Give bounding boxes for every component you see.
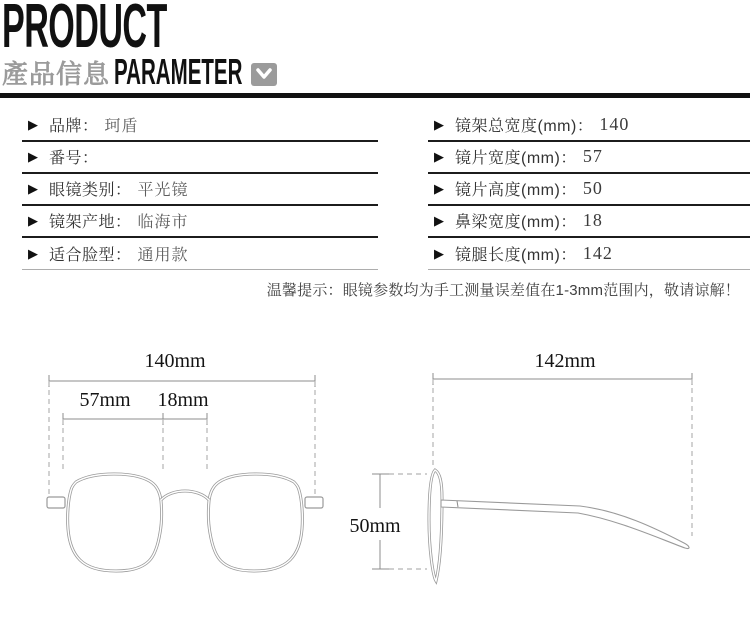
subtitle-chinese: 產品信息	[2, 58, 111, 89]
triangle-bullet-icon: ▶	[28, 213, 38, 229]
triangle-bullet-icon: ▶	[434, 181, 444, 197]
chevron-down-icon	[251, 63, 277, 86]
param-row-lens-width	[428, 142, 750, 174]
param-label: 品牌：	[49, 118, 99, 136]
param-value: 临海市	[137, 214, 189, 232]
param-value: 18	[582, 210, 603, 231]
page-title: PRODUCT	[2, 0, 167, 61]
triangle-bullet-icon: ▶	[434, 117, 444, 133]
bridge-width-label: 18mm	[157, 388, 209, 411]
subtitle-english: PARAMETER	[114, 51, 243, 93]
triangle-bullet-icon: ▶	[28, 149, 38, 165]
param-value: 通用款	[137, 246, 189, 264]
page-header	[0, 0, 750, 93]
total-width-label: 140mm	[144, 349, 206, 372]
param-row-frame-origin	[22, 206, 378, 238]
header-divider	[0, 93, 750, 98]
triangle-bullet-icon: ▶	[28, 245, 38, 261]
lens-height-label: 50mm	[349, 514, 401, 537]
glasses-front-sketch	[47, 474, 323, 571]
triangle-bullet-icon: ▶	[434, 245, 444, 261]
param-row-frame-total-width	[428, 110, 750, 142]
param-value: 57	[582, 146, 603, 167]
dimension-lines	[372, 373, 692, 569]
parameter-column-left	[22, 110, 378, 270]
param-label: 镜架产地：	[49, 214, 132, 232]
param-row-face-shape	[22, 238, 378, 270]
measurement-diagrams	[0, 340, 750, 617]
param-value: 平光镜	[137, 182, 189, 200]
param-value: 珂盾	[104, 118, 139, 136]
param-row-temple-length	[428, 238, 750, 270]
param-label: 番号：	[49, 150, 99, 168]
param-label: 镜片高度(mm)：	[455, 182, 577, 200]
param-row-item-number	[22, 142, 378, 174]
lens-width-label: 57mm	[79, 388, 131, 411]
temple-length-label: 142mm	[534, 349, 596, 372]
param-label: 镜架总宽度(mm)：	[455, 118, 594, 136]
param-label: 适合脸型：	[49, 246, 132, 264]
param-value: 140	[599, 114, 630, 135]
side-view-diagram	[345, 340, 745, 617]
param-label: 镜腿长度(mm)：	[455, 246, 577, 264]
param-value: 142	[582, 242, 613, 263]
triangle-bullet-icon: ▶	[28, 117, 38, 133]
parameter-column-right	[428, 110, 750, 270]
param-value: 50	[582, 178, 603, 199]
glasses-side-sketch	[429, 470, 689, 581]
param-label: 镜片宽度(mm)：	[455, 150, 577, 168]
parameter-table	[22, 110, 750, 270]
param-row-lens-height	[428, 174, 750, 206]
param-label: 鼻梁宽度(mm)：	[455, 214, 577, 232]
triangle-bullet-icon: ▶	[434, 149, 444, 165]
measurement-notice: 温馨提示：眼镜参数均为手工测量误差值在1-3mm范围内，敬请谅解！	[266, 281, 740, 299]
front-view-diagram	[30, 340, 340, 617]
param-row-brand	[22, 110, 378, 142]
param-row-bridge-width	[428, 206, 750, 238]
param-row-glasses-type	[22, 174, 378, 206]
triangle-bullet-icon: ▶	[434, 213, 444, 229]
triangle-bullet-icon: ▶	[28, 181, 38, 197]
page-subtitle	[2, 51, 750, 93]
param-label: 眼镜类别：	[49, 182, 132, 200]
